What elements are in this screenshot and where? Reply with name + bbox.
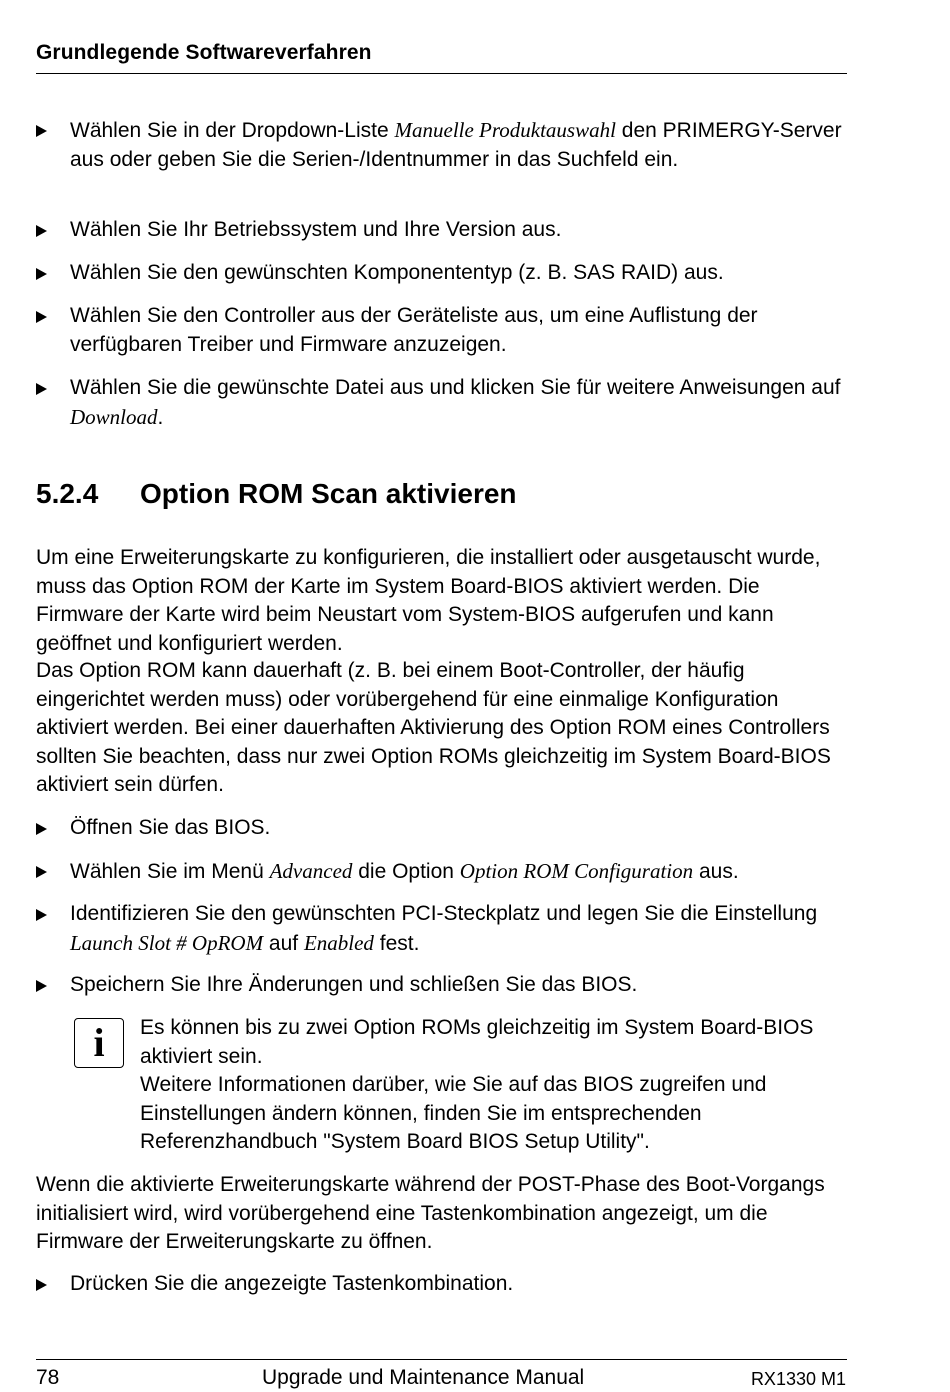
note-text: Weitere Informationen darüber, wie Sie auf das BIOS zugreifen und Einstellungen ändern können, finden Sie im entsprechenden Referenzhandbuch "System Board BIOS Setup Utility". <box>140 1073 767 1154</box>
bullet-triangle-icon <box>36 383 47 395</box>
step-text: Wählen Sie in der Dropdown-Liste Manuelle Produktauswahl den PRIMERGY-Server aus oder geben Sie die Serien-/Identnummer in das Suchfeld ein. <box>70 118 842 171</box>
manual-title: Upgrade und Maintenance Manual <box>262 1366 585 1389</box>
ui-term: Manuelle Produktauswahl <box>394 118 616 142</box>
ui-term: Advanced <box>269 859 353 883</box>
step-item <box>36 116 850 174</box>
running-header: Grundlegende Softwareverfahren <box>36 41 372 64</box>
step-text: Identifizieren Sie den gewünschten PCI-Steckplatz und legen Sie die Einstellung Launch Slot # OpROM auf Enabled fest. <box>70 902 818 955</box>
page-number: 78 <box>36 1366 60 1389</box>
model-name: RX1330 M1 <box>750 1369 846 1389</box>
bullet-triangle-icon <box>36 125 47 137</box>
step-text: Wählen Sie im Menü Advanced die Option Option ROM Configuration aus. <box>70 859 739 883</box>
bullet-triangle-icon <box>36 980 47 992</box>
footer-rule <box>36 1359 847 1360</box>
bullet-triangle-icon <box>36 268 47 280</box>
step-item <box>36 216 850 245</box>
step-item <box>36 302 850 359</box>
info-glyph: i <box>93 1020 105 1065</box>
bullet-triangle-icon <box>36 866 47 878</box>
note-text: Es können bis zu zwei Option ROMs gleichzeitig im System Board-BIOS aktiviert sein. <box>140 1016 814 1068</box>
step-text: Wählen Sie den Controller aus der Geräteliste aus, um eine Auflistung der verfügbaren Treiber und Firmware anzuzeigen. <box>70 304 758 356</box>
bullet-triangle-icon <box>36 225 47 237</box>
step-item <box>36 814 850 843</box>
bullet-triangle-icon <box>36 823 47 835</box>
step-item <box>36 971 850 1000</box>
ui-term: Option ROM Configuration <box>459 859 694 883</box>
bullet-triangle-icon <box>36 1279 47 1291</box>
step-text: Wählen Sie die gewünschte Datei aus und klicken Sie für weitere Anweisungen auf Download. <box>70 376 841 429</box>
ui-term: Launch Slot # OpROM <box>70 930 264 955</box>
body-paragraph: Wenn die aktivierte Erweiterungskarte während der POST-Phase des Boot-Vorgangs initialisiert wird, wird vorübergehend eine Tastenkombination angezeigt, um die Firmware der Erweiterungskarte zu öffnen. <box>36 1173 825 1254</box>
ui-term: Download <box>70 404 158 429</box>
step-text: Drücken Sie die angezeigte Tastenkombination. <box>70 1272 514 1295</box>
step-text: Speichern Sie Ihre Änderungen und schließen Sie das BIOS. <box>70 973 638 996</box>
step-item <box>36 900 850 958</box>
body-paragraph: Das Option ROM kann dauerhaft (z. B. bei einem Boot-Controller, der häufig eingerichtet werden muss) oder vorübergehend für eine einmalige Konfiguration aktiviert werden. Bei einer dauerhaften Aktivierung des Option ROM eines Controllers sollten Sie beachten, dass nur zwei Option ROMs gleichzeitig im System Board-BIOS aktiviert sein dürfen. <box>36 659 831 797</box>
step-item <box>36 857 850 887</box>
step-text: Wählen Sie Ihr Betriebssystem und Ihre Version aus. <box>70 218 562 241</box>
info-icon <box>74 1018 124 1068</box>
bullet-triangle-icon <box>36 311 47 323</box>
section-number: 5.2.4 <box>36 478 99 509</box>
step-text: Öffnen Sie das BIOS. <box>70 816 271 839</box>
step-text: Wählen Sie den gewünschten Komponententyp (z. B. SAS RAID) aus. <box>70 261 724 284</box>
body-paragraph: Um eine Erweiterungskarte zu konfigurieren, die installiert oder ausgetauscht wurde, muss das Option ROM der Karte im System Board-BIOS aktiviert werden. Die Firmware der Karte wird beim Neustart vom System-BIOS aufgerufen und kann geöffnet und konfiguriert werden. <box>36 546 821 655</box>
step-item <box>36 374 850 432</box>
header-rule <box>36 73 847 74</box>
section-heading <box>36 478 517 510</box>
step-item <box>36 1270 850 1299</box>
ui-term: Enabled <box>303 930 374 955</box>
bullet-triangle-icon <box>36 909 47 921</box>
section-title: Option ROM Scan aktivieren <box>140 478 517 509</box>
step-item <box>36 259 850 288</box>
